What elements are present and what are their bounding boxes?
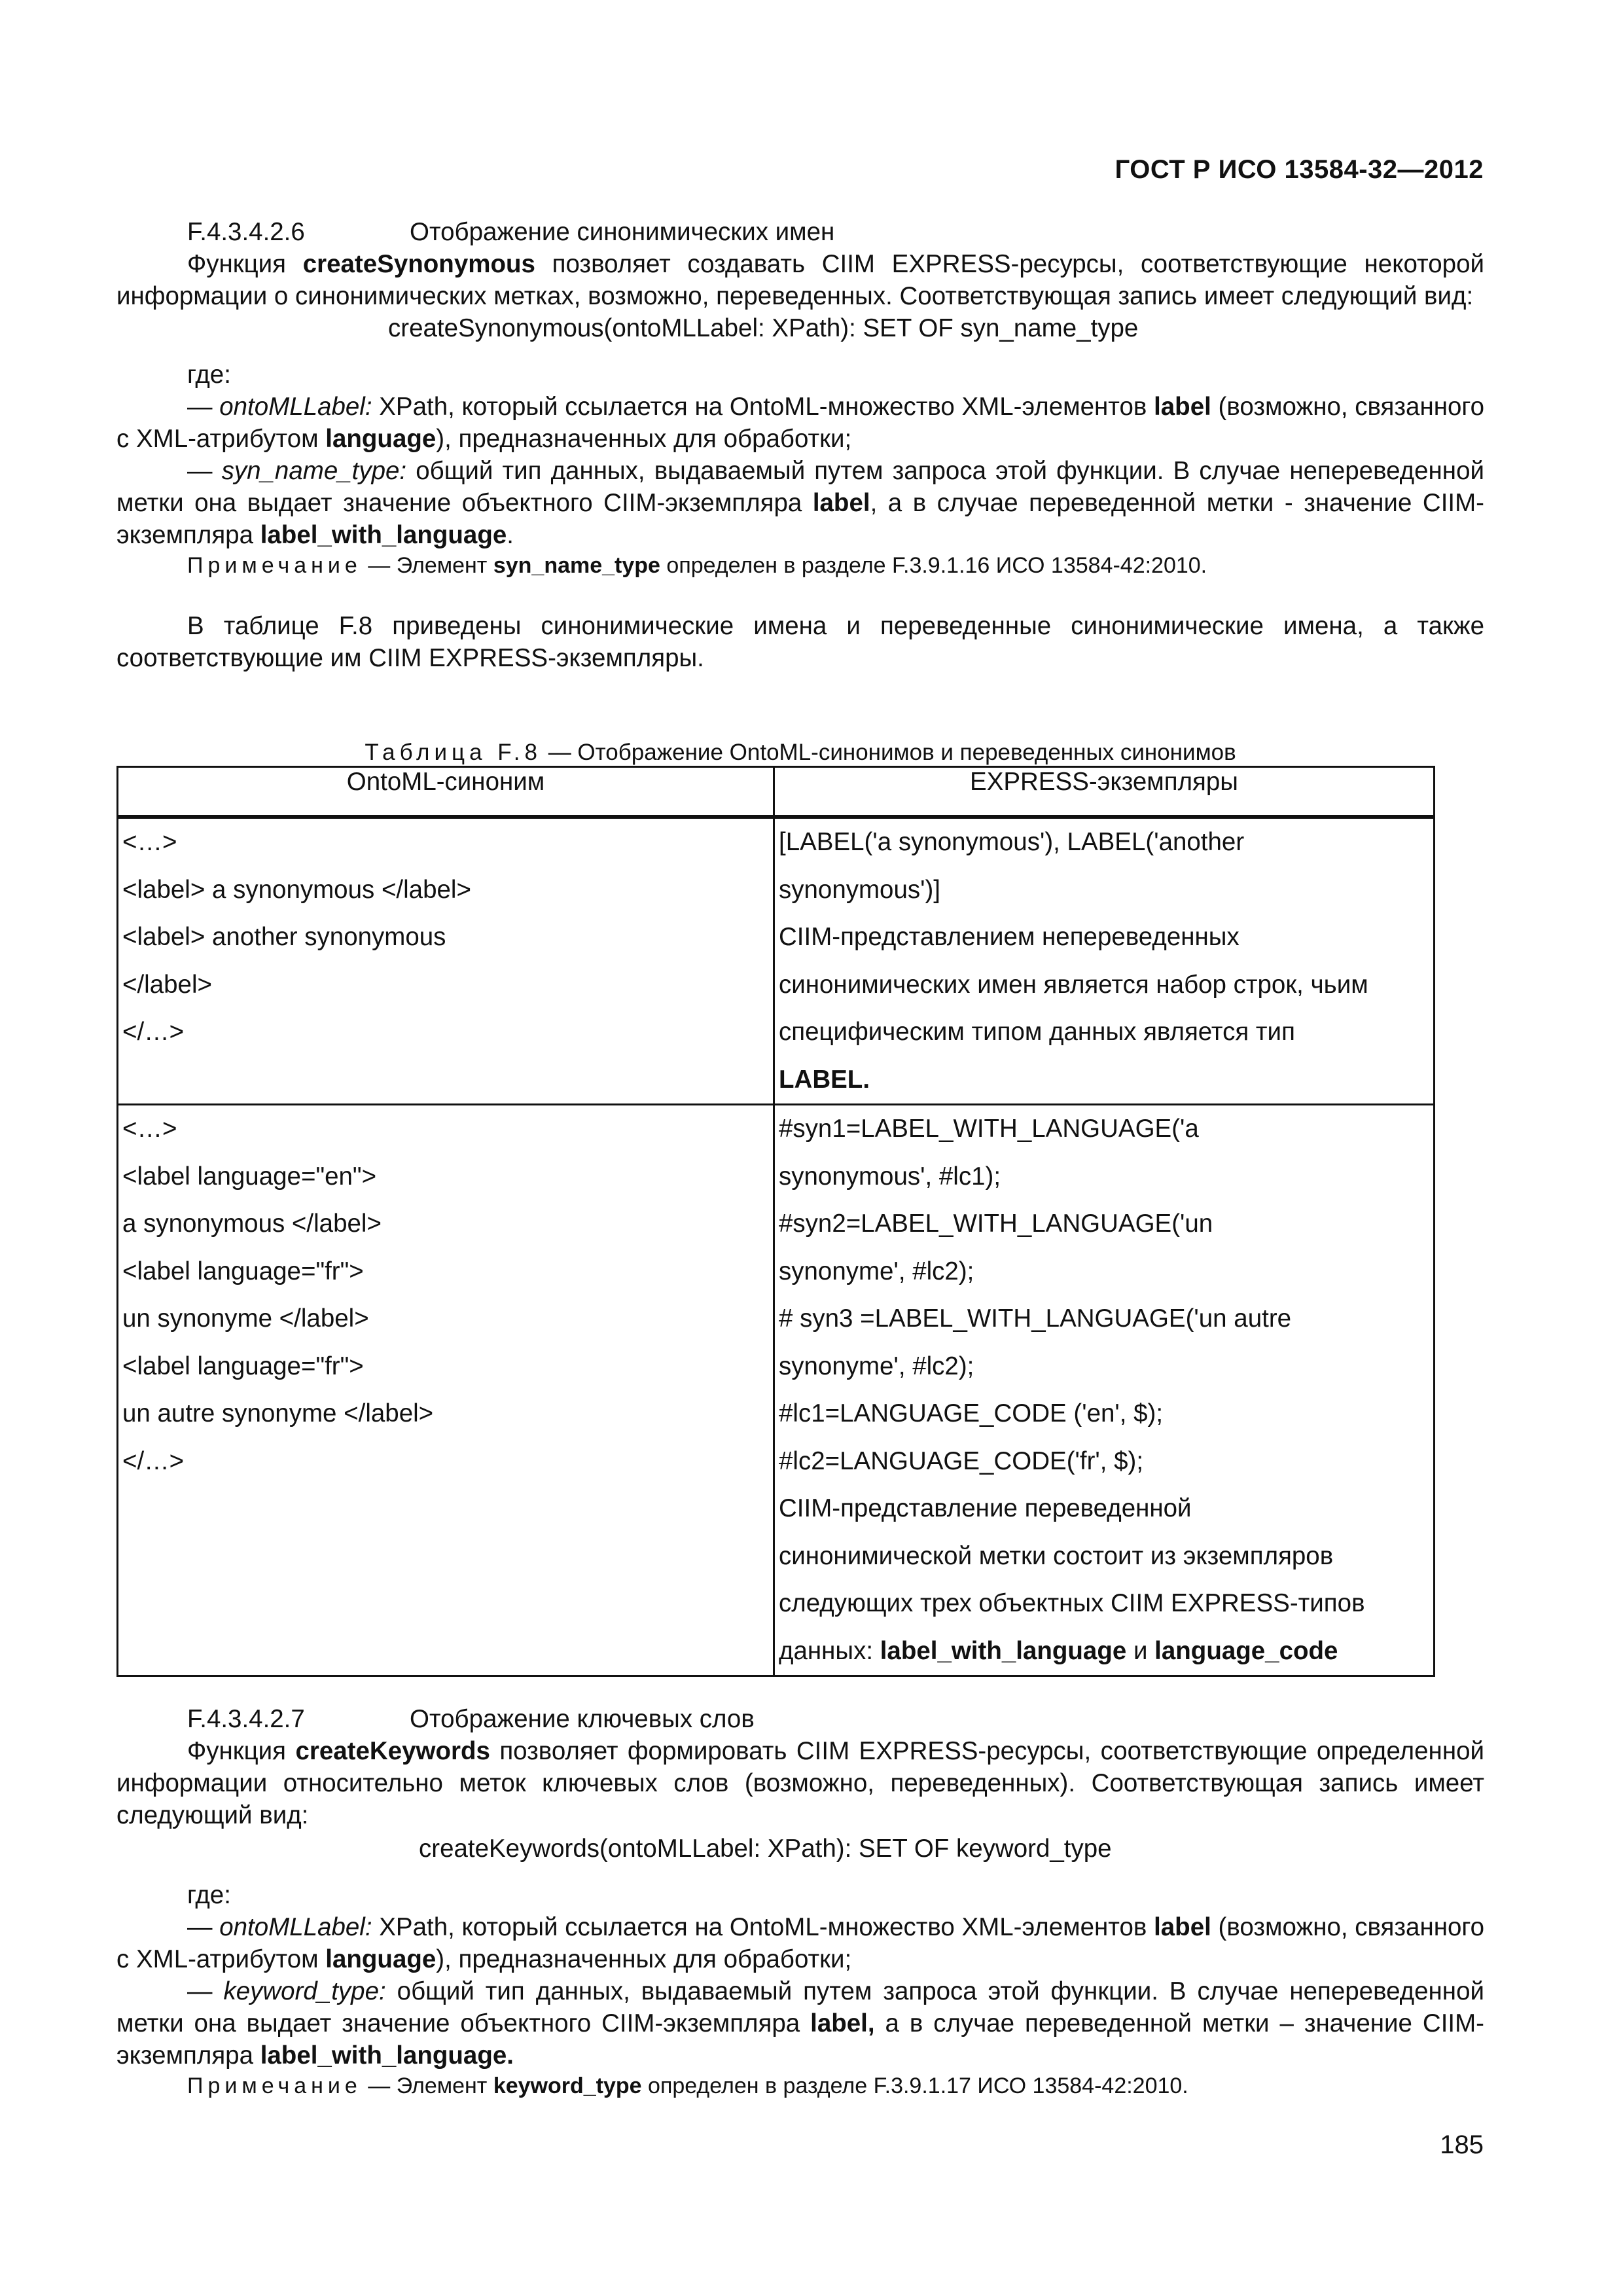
text: ), предназначенных для обработки; (436, 425, 852, 453)
cell-line: synonymous', #lc1); (779, 1162, 1001, 1191)
column-header: EXPRESS-экземпляры (774, 767, 1435, 817)
standard-header: ГОСТ Р ИСО 13584-32—2012 (1115, 155, 1484, 184)
text: позволяет формировать CIIM EXPRESS-ресурсы, соответствующие определенной информации относительно меток ключевых слов (возможно, переведенных). Соответствующая запись имеет следующий вид: (116, 1737, 1484, 1829)
table-intro-paragraph: В таблице F.8 приведены синонимические имена и переведенные синонимические имена, а также соответствующие им CIIM EXPRESS-экземпляры. (116, 612, 1484, 672)
dash: — (187, 1913, 220, 1941)
cell-line: #syn1=LABEL_WITH_LANGUAGE('a (779, 1115, 1199, 1143)
section-heading (116, 216, 1484, 248)
mapping-table (116, 766, 1435, 1677)
cell-line: [LABEL('a synonymous'), LABEL('another (779, 828, 1245, 856)
bold-term: syn_name_type (493, 553, 660, 578)
code-line: <label> another synonymous (122, 923, 446, 951)
cell-line: synonymous')] (779, 875, 940, 904)
text: Функция (187, 250, 303, 278)
caption-label: Таблица F.8 (365, 740, 542, 765)
code-line: </…> (122, 1018, 185, 1046)
table-cell (774, 1105, 1435, 1676)
function-name: createSynonymous (302, 250, 535, 278)
cell-line: следующих трех объектных CIIM EXPRESS-типов (779, 1589, 1365, 1617)
code-line: a synonymous </label> (122, 1210, 382, 1238)
page-number: 185 (1440, 2130, 1484, 2159)
code-line: <label language="fr"> (122, 1257, 364, 1285)
section-paragraph (116, 1735, 1484, 1831)
table-cell (118, 817, 774, 1105)
definition-item (116, 1975, 1484, 2072)
table-cell (118, 1105, 774, 1676)
text: XPath, который ссылается на OntoML-множество XML-элементов (372, 393, 1154, 421)
definition-item (116, 391, 1484, 455)
text: ), предназначенных для обработки; (436, 1945, 852, 1973)
cell-line: synonyme', #lc2); (779, 1352, 974, 1380)
bold-term: language_code (1154, 1636, 1338, 1665)
text: данных: (779, 1636, 880, 1665)
term: ontoMLLabel: (219, 393, 372, 421)
text: XPath, который ссылается на OntoML-множество XML-элементов (372, 1913, 1154, 1941)
dash: — (187, 393, 220, 421)
bold-term: language (325, 1945, 437, 1973)
table-row (118, 1105, 1435, 1676)
bold-term: label_with_language (880, 1636, 1127, 1665)
bold-term: keyword_type (493, 2073, 642, 2098)
bold-term: label (1154, 1913, 1211, 1941)
bold-term: label_with_language. (260, 2041, 514, 2070)
bold-term: label (1154, 393, 1211, 421)
page-content (116, 216, 1484, 2100)
table-caption (116, 740, 1484, 766)
text: Функция (187, 1737, 296, 1765)
text: общий тип данных, выдаваемый путем запроса этой функции. В случае непереведенной метки она выдает значение объектного CIIM-экземпляра (116, 1977, 1484, 2037)
code-line: <…> (122, 1115, 177, 1143)
note-label: Примечание (187, 2073, 362, 2098)
where-label: где: (187, 361, 231, 389)
text: (возможно, связанного с XML-атрибутом (116, 1913, 1484, 1973)
cell-line: CIIM-представление переведенной (779, 1494, 1192, 1522)
text: общий тип данных, выдаваемый путем запроса этой функции. В случае непереведенной метки она выдает значение объектного CIIM-экземпляра (116, 457, 1484, 517)
text: — Элемент (361, 553, 493, 578)
text: а в случае переведенной метки – значение CIIM-экземпляра (116, 2009, 1484, 2070)
text: , а в случае переведенной метки - значение CIIM-экземпляра (116, 489, 1484, 549)
text: и (1126, 1636, 1155, 1665)
cell-line-bold: LABEL. (779, 1065, 870, 1094)
text: определен в разделе F.3.9.1.16 ИСО 13584-42:2010. (660, 553, 1207, 578)
column-header: OntoML-синоним (118, 767, 774, 817)
table-header-row (118, 767, 1435, 817)
section-number: F.4.3.4.2.7 (187, 1705, 305, 1733)
text: — Элемент (361, 2073, 493, 2098)
caption-text: — Отображение OntoML-синонимов и переведенных синонимов (541, 740, 1236, 765)
function-name: createKeywords (295, 1737, 490, 1765)
code-line: <label> a synonymous </label> (122, 875, 471, 904)
cell-line: синонимической метки состоит из экземпляров (779, 1541, 1334, 1570)
cell-line: CIIM-представлением непереведенных (779, 923, 1240, 951)
cell-line: #syn2=LABEL_WITH_LANGUAGE('un (779, 1210, 1213, 1238)
text: (возможно, связанного с XML-атрибутом (116, 393, 1484, 453)
section-number: F.4.3.4.2.6 (187, 218, 305, 246)
code-line: <label language="en"> (122, 1162, 377, 1191)
definition-item (116, 1911, 1484, 1975)
table-cell (774, 817, 1435, 1105)
bold-term: language (325, 425, 437, 453)
note-label: Примечание (187, 553, 362, 578)
dash: — (187, 1977, 224, 2005)
definition-item (116, 455, 1484, 551)
text: определен в разделе F.3.9.1.17 ИСО 13584-42:2010. (641, 2073, 1188, 2098)
code-line: </label> (122, 970, 213, 999)
section-heading (116, 1703, 1484, 1735)
code-line: un synonyme </label> (122, 1304, 369, 1333)
note (116, 2072, 1484, 2100)
term: ontoMLLabel: (219, 1913, 372, 1941)
term: keyword_type: (223, 1977, 386, 2005)
text: . (507, 521, 514, 549)
term: syn_name_type: (221, 457, 407, 485)
code-line: <label language="fr"> (122, 1352, 364, 1380)
cell-line: #lc2=LANGUAGE_CODE('fr', $); (779, 1446, 1144, 1475)
bold-term: label (812, 489, 870, 517)
section-title: Отображение ключевых слов (410, 1705, 755, 1733)
cell-line: специфическим типом данных является тип (779, 1018, 1295, 1046)
code-line: un autre synonyme </label> (122, 1399, 434, 1427)
note (116, 551, 1484, 580)
section-paragraph (116, 248, 1484, 312)
bold-term: label_with_language (260, 521, 507, 549)
code-line: </…> (122, 1446, 185, 1475)
where-label: где: (187, 1881, 231, 1909)
table-row (118, 817, 1435, 1105)
bold-term: label, (810, 2009, 875, 2037)
cell-line: # syn3 =LABEL_WITH_LANGUAGE('un autre (779, 1304, 1292, 1333)
cell-line: синонимических имен является набор строк, чьим (779, 970, 1368, 999)
cell-line (779, 1628, 1429, 1676)
function-signature: createSynonymous(ontoMLLabel: XPath): SET OF syn_name_type (388, 314, 1139, 342)
function-signature: createKeywords(ontoMLLabel: XPath): SET OF keyword_type (419, 1835, 1112, 1863)
cell-line: #lc1=LANGUAGE_CODE ('en', $); (779, 1399, 1164, 1427)
section-title: Отображение синонимических имен (410, 218, 835, 246)
text: позволяет создавать CIIM EXPRESS-ресурсы, соответствующие некоторой информации о синонимических метках, возможно, переведенных. Соответствующая запись имеет следующий вид: (116, 250, 1484, 310)
cell-line: synonyme', #lc2); (779, 1257, 974, 1285)
dash: — (187, 457, 222, 485)
code-line: <…> (122, 828, 177, 856)
